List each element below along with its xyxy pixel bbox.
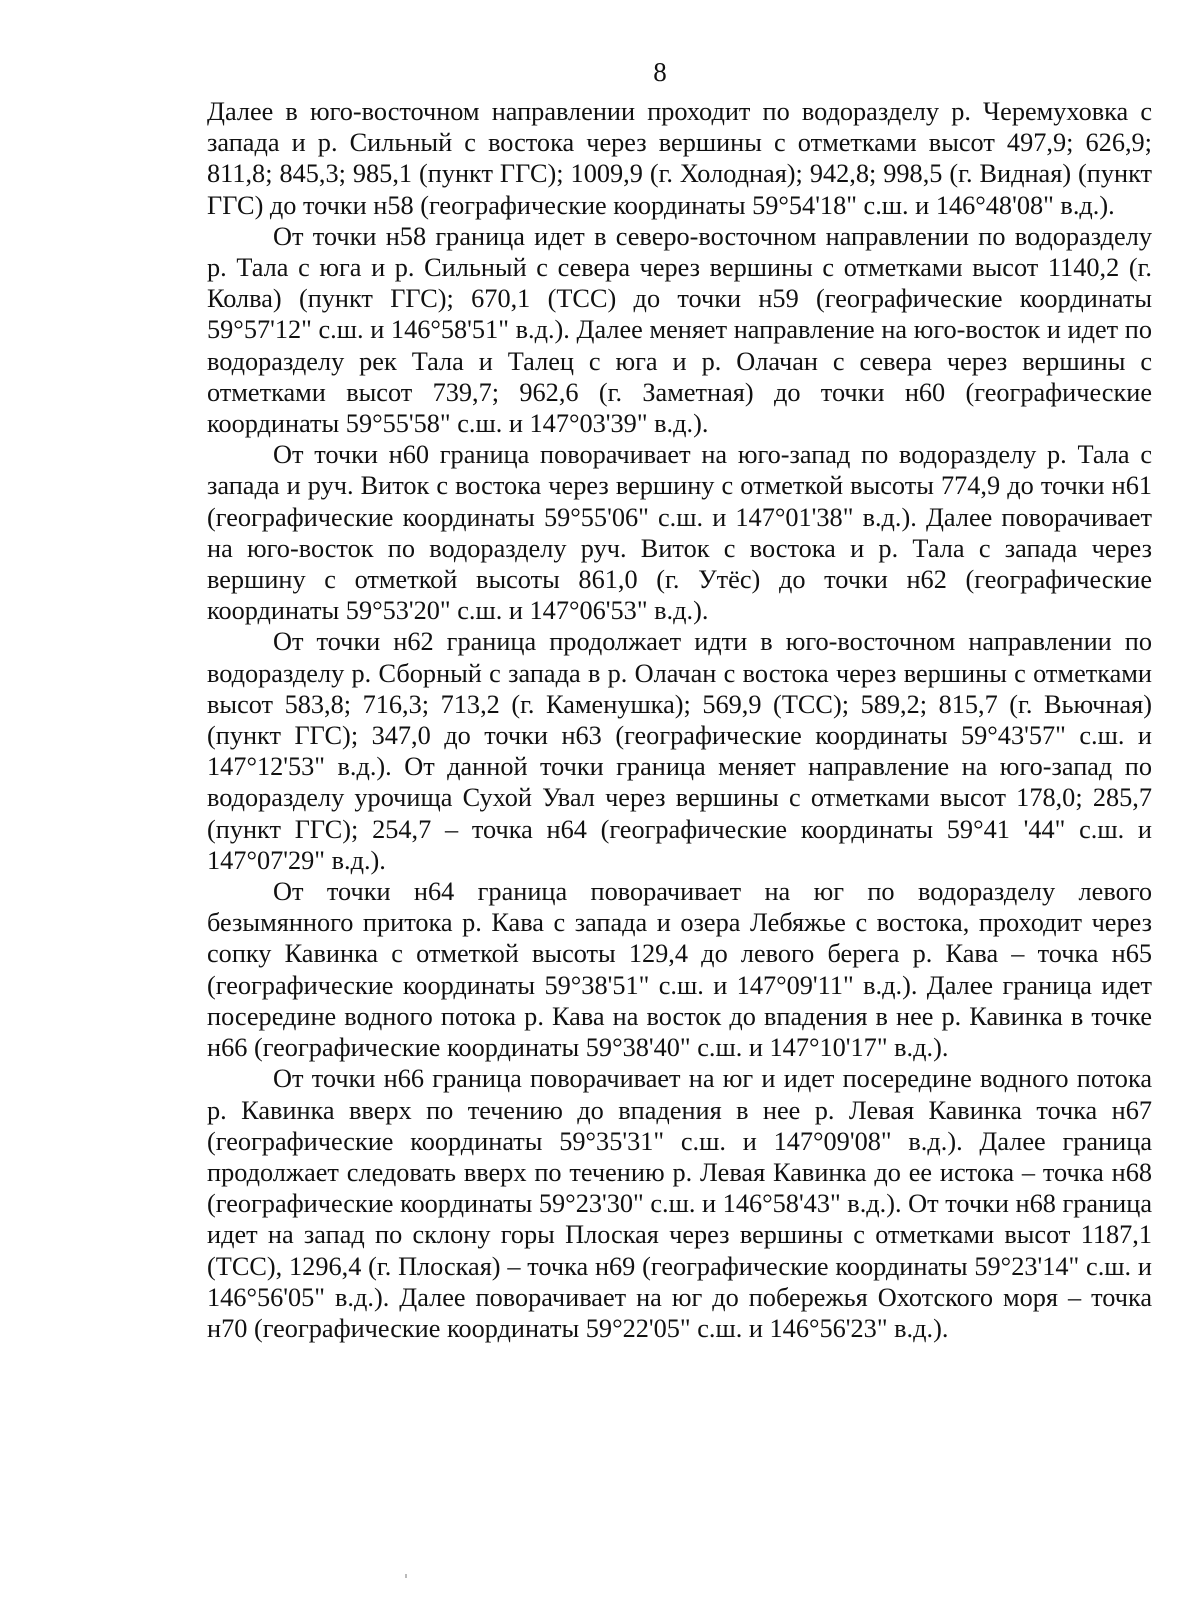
paragraph-2: От точки н58 граница идет в северо-восточном направлении по водоразделу р. Тала с юга и р. Сильный с севера через вершины с отметками высот 1140,2 (г. Колва) (пункт ГГС); 670,1 (ТСС) до точки н59 (географические координаты 59°57'12" с.ш. и 146°58'51" в.д.). Далее меняет направление на юго-восток и идет по водоразделу рек Тала и Талец с юга и р. Олачан с севера через вершины с отметками высот 739,7; 962,6 (г. Заметная) до точки н60 (географические координаты 59°55'58" с.ш. и 147°03'39" в.д.). xyxy=(207,221,1152,439)
paragraph-4: От точки н62 граница продолжает идти в юго-восточном направлении по водоразделу р. Сборный с запада в р. Олачан с востока через вершины с отметками высот 583,8; 716,3; 713,2 (г. Каменушка); 569,9 (ТСС); 589,2; 815,7 (г. Вьючная) (пункт ГГС); 347,0 до точки н63 (географические координаты 59°43'57" с.ш. и 147°12'53" в.д.). От данной точки граница меняет направление на юго-запад по водоразделу урочища Сухой Увал через вершины с отметками высот 178,0; 285,7 (пункт ГГС); 254,7 – точка н64 (географические координаты 59°41 '44" с.ш. и 147°07'29" в.д.). xyxy=(207,627,1152,875)
scan-speck xyxy=(405,1574,407,1578)
paragraph-1: Далее в юго-восточном направлении проходит по водоразделу р. Черемуховка с запада и р. Сильный с востока через вершины с отметками высот 497,9; 626,9; 811,8; 845,3; 985,1 (пункт ГГС); 1009,9 (г. Холодная); 942,8; 998,5 (г. Видная) (пункт ГГС) до точки н58 (географические координаты 59°54'18" с.ш. и 146°48'08" в.д.). xyxy=(207,97,1152,220)
paragraph-6: От точки н66 граница поворачивает на юг и идет посередине водного потока р. Кавинка вверх по течению до впадения в нее р. Левая Кавинка точка н67 (географические координаты 59°35'31" с.ш. и 147°09'08" в.д.). Далее граница продолжает следовать вверх по течению р. Левая Кавинка до ее истока – точка н68 (географические координаты 59°23'30" с.ш. и 146°58'43" в.д.). От точки н68 граница идет на запад по склону горы Плоская через вершины с отметками высот 1187,1 (ТСС), 1296,4 (г. Плоская) – точка н69 (географические координаты 59°23'14" с.ш. и 146°56'05" в.д.). Далее поворачивает на юг до побережья Охотского моря – точка н70 (географические координаты 59°22'05" с.ш. и 146°56'23" в.д.). xyxy=(207,1064,1152,1343)
paragraph-3: От точки н60 граница поворачивает на юго-запад по водоразделу р. Тала с запада и руч. Виток с востока через вершину с отметкой высоты 774,9 до точки н61 (географические координаты 59°55'06" с.ш. и 147°01'38" в.д.). Далее поворачивает на юго-восток по водоразделу руч. Виток с востока и р. Тала с запада через вершину с отметкой высоты 861,0 (г. Утёс) до точки н62 (географические координаты 59°53'20" с.ш. и 147°06'53" в.д.). xyxy=(207,440,1152,626)
paragraph-5: От точки н64 граница поворачивает на юг по водоразделу левого безымянного притока р. Кава с запада и озера Лебяжье с востока, проходит через сопку Кавинка с отметкой высоты 129,4 до левого берега р. Кава – точка н65 (географические координаты 59°38'51" с.ш. и 147°09'11" в.д.). Далее граница идет посередине водного потока р. Кава на восток до впадения в нее р. Кавинка в точке н66 (географические координаты 59°38'40" с.ш. и 147°10'17" в.д.). xyxy=(207,877,1152,1063)
page-number: 8 xyxy=(653,57,667,87)
document-body xyxy=(207,96,1152,1344)
